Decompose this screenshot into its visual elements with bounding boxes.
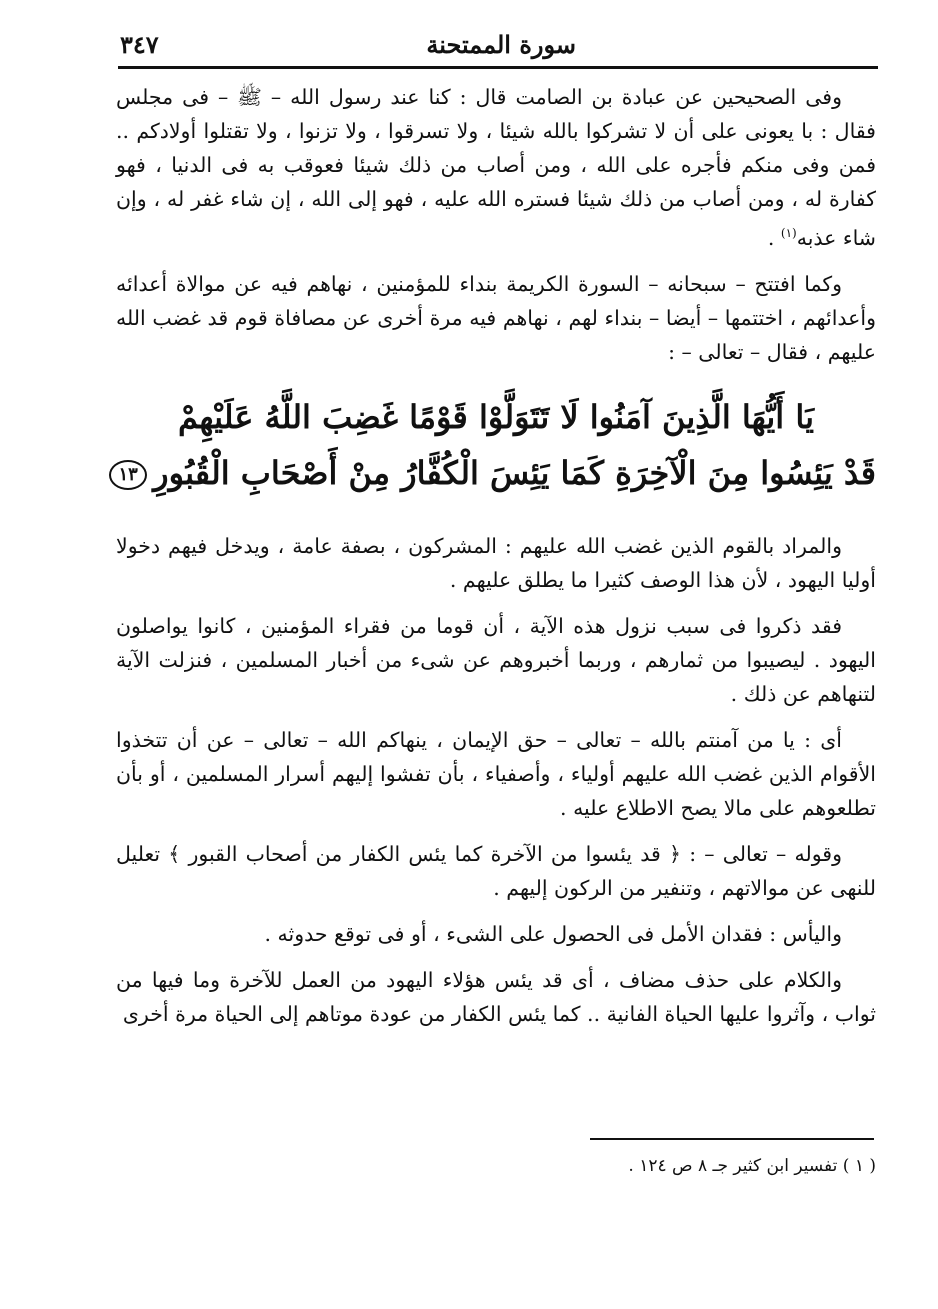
paragraph: فقد ذكروا فى سبب نزول هذه الآية ، أن قوما من فقراء المؤمنين ، كانوا يواصلون اليهود . ليصيبوا من ثمارهم ، وربما أخبروهم عن شىء من أخبار المسلمين ، فنزلت الآية لتنهاهم عن ذلك . — [116, 613, 876, 706]
paragraph: أى : يا من آمنتم بالله – تعالى – حق الإيمان ، ينهاكم الله – تعالى – عن أن تتخذوا الأقوام الذين غضب الله عليهم أولياء ، وأصفياء ، بأن تفشوا إليهم أسرار المسلمين ، أو بأن تطلعوهم على مالا يصح الاطلاع عليه . — [116, 727, 876, 820]
main-text — [116, 80, 876, 1043]
surah-title: سورة الممتحنة — [426, 30, 576, 59]
page-number: ٣٤٧ — [120, 30, 159, 59]
paragraph: والكلام على حذف مضاف ، أى قد يئس هؤلاء اليهود من العمل للآخرة وما فيها من ثواب ، وآثروا عليها الحياة الفانية .. كما يئس الكفار من عودة موتاهم إلى الحياة مرة أخرى — [116, 967, 876, 1026]
footnote-divider — [590, 1138, 874, 1140]
paragraph: وفى الصحيحين عن عبادة بن الصامت قال : كنا عند رسول الله – ﷺ – فى مجلس فقال : با يعونى على أن لا تشركوا بالله شيئا ، ولا تسرقوا ، ولا تزنوا ، ولا تقتلوا أولادكم .. فمن وفى منكم فأجره على الله ، ومن أصاب من ذلك شيئا فعوقب به فى الدنيا ، فهو كفارة له ، ومن أصاب من ذلك شيئا فستره الله عليه ، فهو إلى الله ، إن شاء غفر له ، وإن شاء عذبه$^{(١)}$ . — [116, 85, 876, 250]
paragraph: واليأس : فقدان الأمل فى الحصول على الشىء ، أو فى توقع حدوثه . — [264, 921, 842, 946]
paragraph: وقوله – تعالى – : ﴿ قد يئسوا من الآخرة كما يئس الكفار من أصحاب القبور ﴾ تعليل للنهى عن موالاتهم ، وتنفير من الركون إليهم . — [116, 841, 876, 900]
footnote-marker: (١) — [780, 226, 797, 240]
paragraph: وكما افتتح – سبحانه – السورة الكريمة بنداء للمؤمنين ، نهاهم فيه عن موالاة أعدائه وأعدائهم ، اختتمها – أيضا – بنداء لهم ، نهاهم فيه مرة أخرى عن مصافاة قوم قد غضب الله عليهم ، فقال – تعالى – : — [116, 271, 876, 364]
verse-line-1: يَا أَيُّهَا الَّذِينَ آمَنُوا لَا تَتَوَلَّوْا قَوْمًا غَضِبَ اللَّهُ عَلَيْهِمْ — [178, 397, 814, 436]
verse-number-badge: ١٣ — [109, 460, 147, 490]
paragraph: والمراد بالقوم الذين غضب الله عليهم : المشركون ، بصفة عامة ، ويدخل فيهم دخولا أوليا اليهود ، لأن هذا الوصف كثيرا ما يطلق عليهم . — [116, 533, 876, 592]
quran-verse — [116, 389, 876, 501]
footnote: ( ١ ) تفسير ابن كثير جـ ٨ ص ١٢٤ . — [628, 1156, 876, 1176]
verse-line-2: قَدْ يَئِسُوا مِنَ الْآخِرَةِ كَمَا يَئِسَ الْكُفَّارُ مِنْ أَصْحَابِ الْقُبُورِ١٣ — [116, 445, 876, 501]
page-header — [120, 28, 876, 66]
header-divider — [118, 66, 878, 69]
